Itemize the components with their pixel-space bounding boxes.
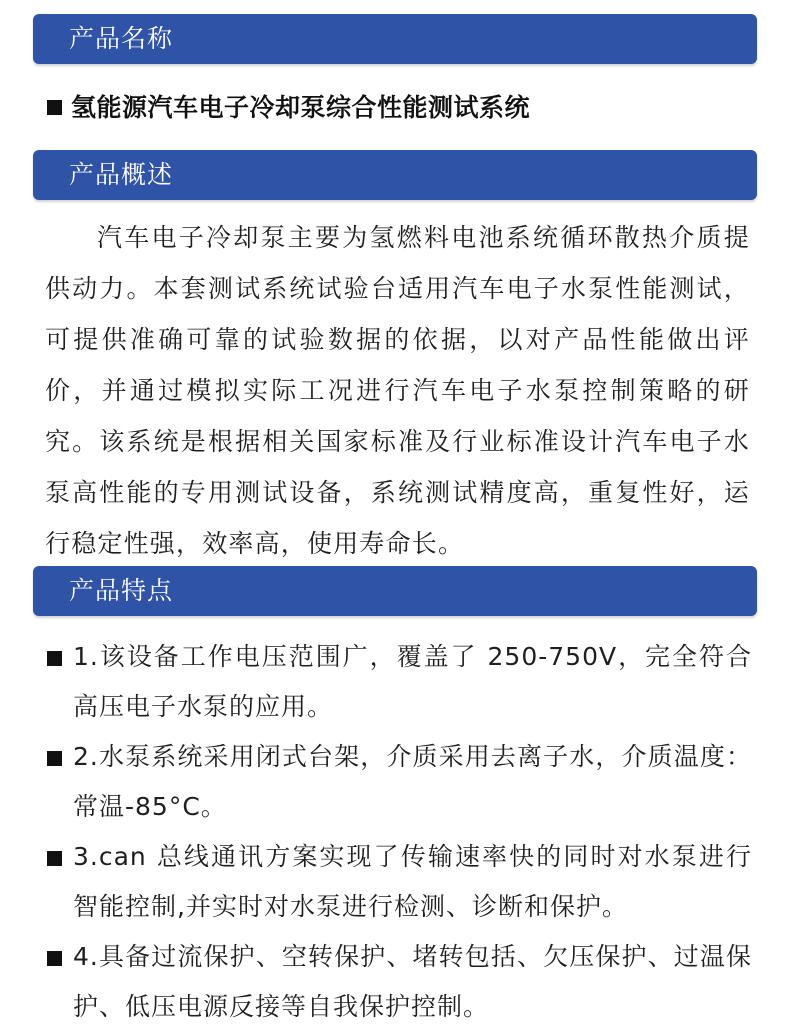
feature-item	[47, 632, 752, 732]
feature-item	[47, 832, 752, 932]
square-bullet-icon	[47, 851, 62, 866]
feature-text: 1.该设备工作电压范围广，覆盖了 250-750V，完全符合高压电子水泵的应用。	[73, 642, 752, 721]
product-name	[47, 88, 530, 128]
section-title: 产品特点	[69, 576, 174, 605]
feature-text: 4.具备过流保护、空转保护、堵转包括、欠压保护、过温保护、低压电源反接等自我保护控制。	[73, 942, 752, 1021]
square-bullet-icon	[47, 951, 62, 966]
square-bullet-icon	[47, 651, 62, 666]
square-bullet-icon	[47, 100, 62, 115]
feature-item	[47, 932, 752, 1032]
feature-item	[47, 732, 752, 832]
feature-text: 2.水泵系统采用闭式台架，介质采用去离子水，介质温度：常温-85°C。	[73, 742, 752, 821]
section-header-features	[33, 566, 757, 616]
feature-text: 3.can 总线通讯方案实现了传输速率快的同时对水泵进行智能控制,并实时对水泵进行检测、诊断和保护。	[73, 842, 752, 921]
section-title: 产品概述	[69, 160, 174, 189]
section-header-product-name	[33, 14, 757, 64]
features-list	[47, 632, 752, 1032]
square-bullet-icon	[47, 751, 62, 766]
section-title: 产品名称	[69, 24, 174, 53]
overview-paragraph: 汽车电子冷却泵主要为氢燃料电池系统循环散热介质提供动力。本套测试系统试验台适用汽车电子水泵性能测试，可提供准确可靠的试验数据的依据，以对产品性能做出评价，并通过模拟实际工况进行汽车电子水泵控制策略的研究。该系统是根据相关国家标准及行业标准设计汽车电子水泵高性能的专用测试设备，系统测试精度高，重复性好，运行稳定性强，效率高，使用寿命长。	[45, 223, 750, 558]
product-name-text: 氢能源汽车电子冷却泵综合性能测试系统	[71, 93, 531, 122]
section-header-overview	[33, 150, 757, 200]
